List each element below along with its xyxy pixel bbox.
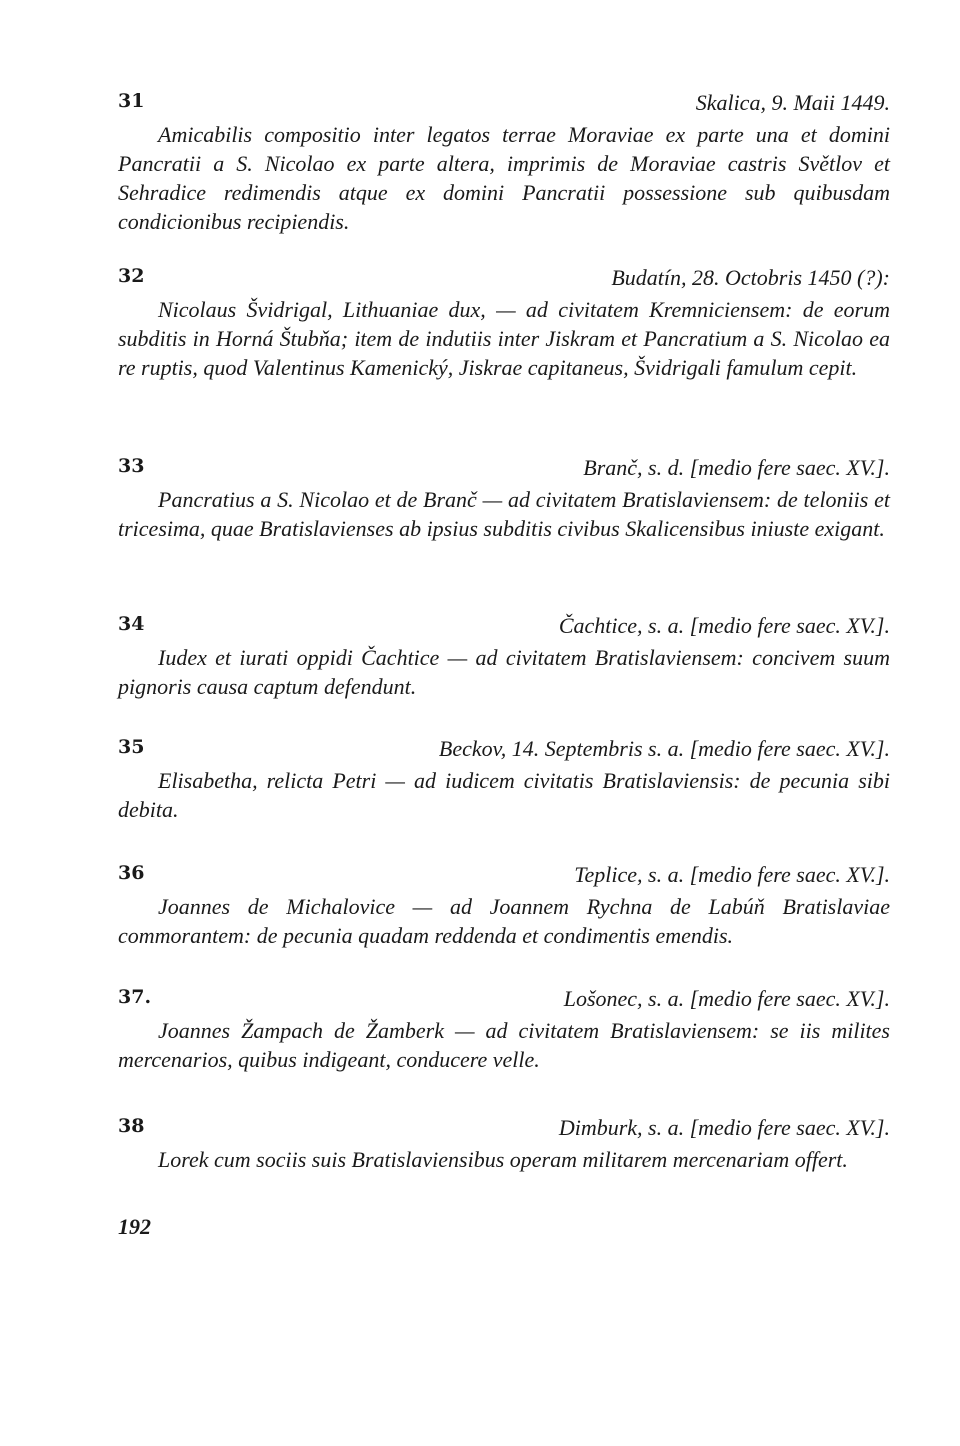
entry-33 [118,455,890,543]
entry-35 [118,736,890,824]
entry-place-date: Lošonec, s. a. [medio fere saec. XV.]. [563,986,890,1011]
entry-regest: Lorek cum sociis suis Bratislaviensibus operam militarem mercenariam offert. [158,1147,848,1172]
entry-heading [118,1115,890,1145]
entry-place-date: Čachtice, s. a. [medio fere saec. XV.]. [558,613,890,638]
entry-regest: Joannes Žampach de Žamberk — ad civitatem Bratislaviensem: se iis milites mercenarios, quibus indigeant, conducere velle. [118,1018,890,1072]
entry-34 [118,613,890,701]
entry-number: 31 [118,90,145,112]
entry-heading [118,613,890,643]
entry-place-date: Teplice, s. a. [medio fere saec. XV.]. [574,862,890,887]
entry-37 [118,986,890,1074]
entry-place-date: Branč, s. d. [medio fere saec. XV.]. [583,455,890,480]
entry-number: 32 [118,265,145,287]
entry-number: 35 [118,736,145,758]
entry-regest: Joannes de Michalovice — ad Joannem Rychna de Labúň Bratislaviae commorantem: de pecunia quadam reddenda et condimentis emendis. [118,894,890,948]
entry-regest: Iudex et iurati oppidi Čachtice — ad civitatem Bratislaviensem: concivem suum pignoris causa captum defendunt. [118,645,890,699]
entry-heading [118,862,890,892]
entry-heading [118,986,890,1016]
entry-regest: Pancratius a S. Nicolao et de Branč — ad civitatem Bratislaviensem: de teloniis et tricesima, quae Bratislavienses ab ipsius subditis civibus Skalicensibus iniuste exigant. [118,487,890,541]
entry-place-date: Skalica, 9. Maii 1449. [695,90,890,115]
entry-36 [118,862,890,950]
entry-regest: Amicabilis compositio inter legatos terrae Moraviae ex parte una et domini Pancratii a S. Nicolao ex parte altera, imprimis de Moraviae castris Světlov et Sehradice redimendis atque ex domini Pancratii possessione sub quibusdam condicionibus recipiendis. [118,122,890,234]
entry-heading [118,736,890,766]
entry-heading [118,455,890,485]
entry-place-date: Dimburk, s. a. [medio fere saec. XV.]. [558,1115,890,1140]
entry-number: 38 [118,1115,145,1137]
entry-32 [118,265,890,382]
entry-heading [118,90,890,120]
entry-number: 34 [118,613,145,635]
entry-number: 36 [118,862,145,884]
entry-regest: Nicolaus Švidrigal, Lithuaniae dux, — ad civitatem Kremniciensem: de eorum subditis in Horná Štubňa; item de indutiis inter Jiskram et Pancratium a S. Nicolao ea re ruptis, quod Valentinus Kamenický, Jiskrae capitaneus, Švidrigali famulum cepit. [118,297,890,380]
entry-number: 37. [118,986,152,1008]
entry-38 [118,1115,890,1174]
entry-31 [118,90,890,236]
entry-heading [118,265,890,295]
entry-place-date: Budatín, 28. Octobris 1450 (?): [611,265,890,290]
page-number: 192 [118,1214,151,1239]
entry-place-date: Beckov, 14. Septembris s. a. [medio fere saec. XV.]. [438,736,890,761]
entry-number: 33 [118,455,145,477]
entry-regest: Elisabetha, relicta Petri — ad iudicem civitatis Bratislaviensis: de pecunia sibi debita. [118,768,890,822]
